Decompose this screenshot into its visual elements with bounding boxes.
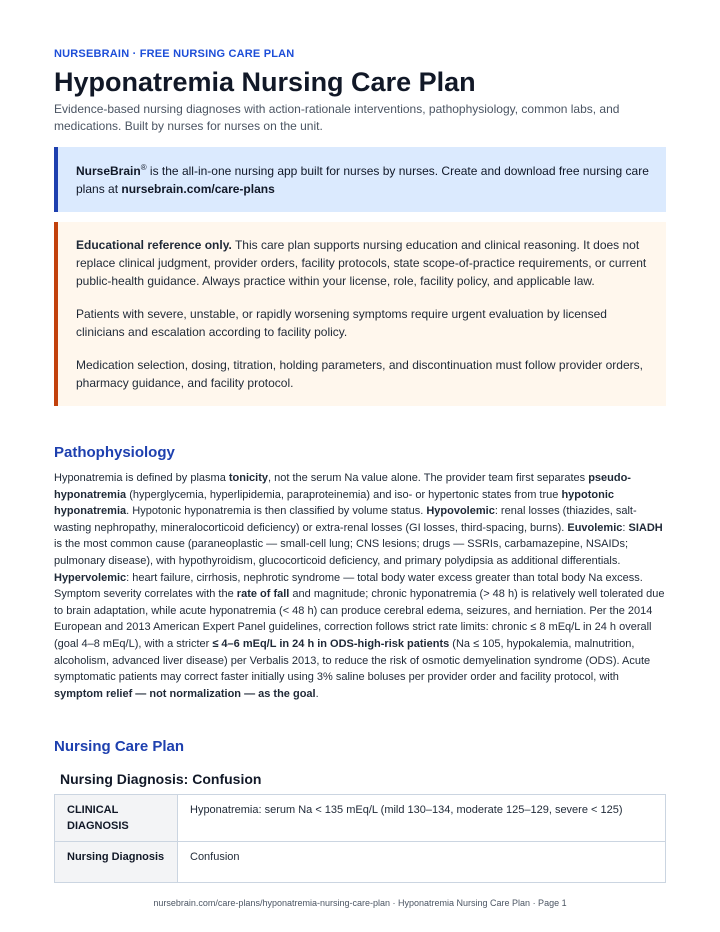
pathophysiology-run: : heart failure, cirrhosis, nephrotic syndrome — total body water excess greater than total body Na excess. Symptom severity correlates with the bbox=[54, 571, 643, 601]
pathophysiology-run: and magnitude; chronic hyponatremia (> 48 h) is relatively well tolerated due to brain adaptation, while acute hyponatremia (< 48 h) can produce cerebral edema, seizures, and herniation. Per the 2014 European and 2013 American Expert Panel guidelines, correction follows strict rate limits: chronic ≤ 8 mEq/L in 24 h overall (goal 4–8 mEq/L), with a stricter bbox=[54, 588, 665, 650]
disclaimer-lead: Educational reference only. bbox=[76, 238, 232, 252]
clinical-diagnosis-value: Hyponatremia: serum Na < 135 mEq/L (mild 130–134, moderate 125–129, severe < 125) bbox=[178, 795, 666, 842]
promo-link[interactable]: nursebrain.com/care-plans bbox=[121, 182, 275, 196]
promo-brand: NurseBrain bbox=[76, 164, 141, 178]
pathophysiology-emphasis: Hypervolemic bbox=[54, 571, 127, 584]
pathophysiology-heading: Pathophysiology bbox=[54, 444, 175, 461]
pathophysiology-run: , not the serum Na value alone. The provider team first separates bbox=[268, 472, 589, 484]
nursing-diagnosis-value: Confusion bbox=[178, 842, 666, 883]
pathophysiology-emphasis: pseudo-hyponatremia bbox=[54, 472, 631, 501]
page-subtitle: Evidence-based nursing diagnoses with action-rationale interventions, pathophysiology, common labs, and medications. Built by nurses for nurses on the unit. bbox=[54, 102, 620, 133]
pathophysiology-run: Hyponatremia is defined by plasma bbox=[54, 472, 229, 484]
nursing-diagnosis-label: Nursing Diagnosis bbox=[55, 842, 178, 883]
page bbox=[54, 48, 666, 883]
pathophysiology-text bbox=[54, 470, 666, 702]
pathophysiology-emphasis: Euvolemic bbox=[567, 521, 623, 534]
pathophysiology-emphasis: symptom relief — not normalization — as the goal bbox=[54, 687, 316, 700]
diagnosis-table bbox=[54, 794, 666, 883]
promo-callout bbox=[54, 147, 666, 212]
pathophysiology-run: : bbox=[622, 521, 629, 534]
page-footer: nursebrain.com/care-plans/hyponatremia-nursing-care-plan · Hyponatremia Nursing Care Plan · Page 1 bbox=[153, 898, 567, 908]
pathophysiology-section bbox=[54, 444, 666, 702]
pathophysiology-run: . Hypotonic hyponatremia is then classified by volume status. bbox=[126, 505, 427, 518]
pathophysiology-run: is the most common cause (paraneoplastic — small-cell lung; CNS lesions; drugs — SSRIs, carbamazepine, NSAIDs; pulmonary disease), with hypothyroidism, glucocorticoid deficiency, and primary polydipsia as additional differentials. bbox=[54, 538, 629, 567]
care-plan-section bbox=[54, 738, 666, 883]
pathophysiology-run: (Na ≤ 105, hypokalemia, malnutrition, alcoholism, advanced liver disease) per Verbalis 2013, to reduce the risk of osmotic demyelination syndrome (ODS). Acute symptomatic patients may correct faster initially using 3% saline boluses per provider order and facility protocol, with bbox=[54, 637, 651, 684]
disclaimer-paragraph-2: Patients with severe, unstable, or rapidly worsening symptoms require urgent evaluation by licensed clinicians and escalation according to facility policy. bbox=[76, 307, 607, 339]
disclaimer-text-1: This care plan supports nursing education and clinical reasoning. It does not replace clinical judgment, provider orders, facility protocols, state scope-of-practice requirements, or current public-health guidance. Always practice within your license, role, facility policy, and applicable law. bbox=[76, 238, 647, 288]
disclaimer-paragraph-1 bbox=[76, 236, 652, 290]
pathophysiology-emphasis: ≤ 4–6 mEq/L in 24 h in ODS-high-risk patients bbox=[212, 637, 450, 650]
pathophysiology-emphasis: tonicity bbox=[228, 472, 268, 484]
diagnosis-heading: Nursing Diagnosis: Confusion bbox=[60, 771, 262, 788]
registered-mark: ® bbox=[140, 163, 147, 172]
table-row bbox=[55, 795, 666, 842]
care-plan-heading: Nursing Care Plan bbox=[54, 738, 185, 756]
clinical-diagnosis-label: CLINICAL DIAGNOSIS bbox=[55, 795, 178, 842]
pathophysiology-emphasis: hypotonic hyponatremia bbox=[54, 488, 615, 518]
pathophysiology-emphasis: SIADH bbox=[628, 521, 663, 534]
page-title: Hyponatremia Nursing Care Plan bbox=[54, 67, 476, 97]
pathophysiology-run: . bbox=[315, 687, 319, 700]
disclaimer-paragraph-3: Medication selection, dosing, titration, holding parameters, and discontinuation must follow provider orders, pharmacy guidance, and facility protocol. bbox=[76, 358, 643, 390]
pathophysiology-emphasis: rate of fall bbox=[236, 588, 290, 601]
pathophysiology-run: : renal losses (thiazides, salt-wasting nephropathy, mineralocorticoid deficiency) or extra-renal losses (GI losses, third-spacing, burns). bbox=[54, 505, 637, 534]
table-row bbox=[55, 842, 666, 883]
disclaimer-callout bbox=[54, 222, 666, 406]
pathophysiology-run: (hyperglycemia, hyperlipidemia, paraproteinemia) and iso- or hypertonic states from true bbox=[126, 488, 562, 501]
pathophysiology-emphasis: Hypovolemic bbox=[426, 505, 495, 518]
header-kicker: NURSEBRAIN · FREE NURSING CARE PLAN bbox=[54, 48, 295, 60]
promo-text: is the all-in-one nursing app built for nurses by nurses. Create and download free nursing care plans at bbox=[76, 164, 649, 196]
